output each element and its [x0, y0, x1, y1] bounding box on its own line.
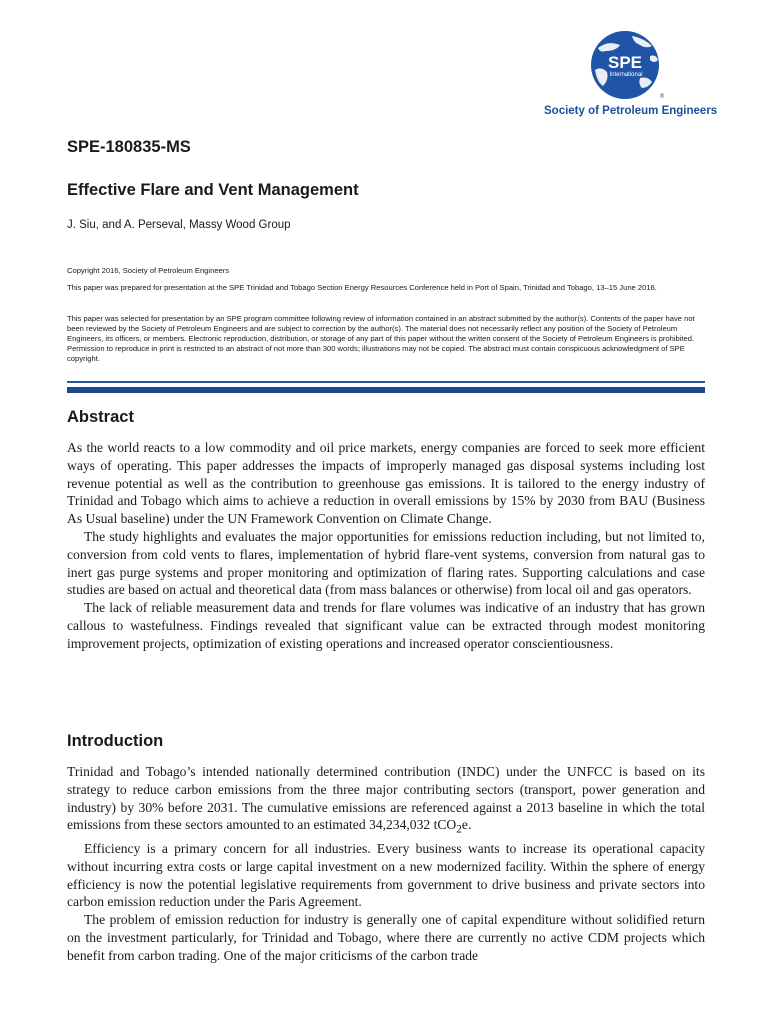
spe-logo: [544, 30, 718, 122]
subscript: 2: [456, 824, 462, 837]
logo-subtext: International: [609, 72, 643, 78]
introduction-paragraph: [67, 763, 705, 840]
abstract-body: [67, 439, 705, 653]
abstract-paragraph: The study highlights and evaluates the major opportunities for emissions reduction including, but not limited to, conversion from cold vents to flares, implementation of hybrid flare-vent systems, conversion from natural gas to inert gas purge systems and proper monitoring and optimization of flaring rates. Supporting calculations and case studies are based on actual and theoretical data (from mass balances or otherwise) from local oil and gas operators.: [67, 528, 705, 598]
intro-text-end: e.: [461, 817, 472, 833]
society-name: Society of Petroleum Engineers: [544, 105, 718, 117]
registered-mark: ®: [659, 94, 665, 100]
authors: J. Siu, and A. Perseval, Massy Wood Group: [67, 219, 291, 231]
introduction-body: [67, 763, 705, 964]
paper-id: SPE-180835-MS: [67, 138, 191, 156]
logo-wordmark: SPE: [607, 53, 643, 72]
abstract-heading: Abstract: [67, 408, 134, 426]
intro-text: Trinidad and Tobago’s intended nationally determined contribution (INDC) under the UNFCC is based on its strategy to reduce carbon emissions from the three major contributing sectors (transport, power generation and industry) by 30% before 2031. The cumulative emissions are referenced against a 2013 baseline in which the total emissions from these sectors amounted to an estimated 34,234,032 tCO: [67, 764, 705, 833]
introduction-paragraph: Efficiency is a primary concern for all industries. Every business wants to increase its operational capacity without incurring extra costs or large capital investment on a new modernized facility. Within the sphere of energy efficiency is now the potential legislative requirements from government to drive business and private sectors into carbon emission reduction under the Paris Agreement.: [67, 840, 705, 910]
globe-icon: [562, 30, 689, 102]
divider-thick: [67, 387, 705, 393]
copyright-line: Copyright 2016, Society of Petroleum Engineers: [67, 266, 230, 275]
abstract-paragraph: As the world reacts to a low commodity and oil price markets, energy companies are forced to seek more efficient ways of operating. This paper addresses the impacts of improperly managed gas disposal systems including lost revenue potential as well as the contribution to greenhouse gas emissions. It is tailored to the energy industry of Trinidad and Tobago which aims to achieve a reduction in overall emissions by 15% by 2030 from BAU (Business As Usual baseline) under the UN Framework Convention on Climate Change.: [67, 440, 705, 527]
paper-title: Effective Flare and Vent Management: [67, 181, 359, 199]
copyright-notice: This paper was selected for presentation by an SPE program committee following review of information contained in an abstract submitted by the author(s). Contents of the paper have not been reviewed by the Society of Petroleum Engineers and are subject to correction by the author(s). The material does not necessarily reflect any position of the Society of Petroleum Engineers, its officers, or members. Electronic reproduction, distribution, or storage of any part of this paper without the written consent of the Society of Petroleum Engineers is prohibited. Permission to reproduce in print is restricted to an abstract of not more than 300 words; illustrations may not be copied. The abstract must contain conspicuous acknowledgment of SPE copyright.: [67, 314, 695, 363]
introduction-heading: Introduction: [67, 732, 164, 750]
presentation-note: This paper was prepared for presentation at the SPE Trinidad and Tobago Section Energy Resources Conference held in Port of Spain, Trinidad and Tobago, 13–15 June 2016.: [67, 283, 657, 292]
abstract-paragraph: The lack of reliable measurement data and trends for flare volumes was indicative of an industry that has grown callous to wastefulness. Findings revealed that significant value can be extracted through modest monitoring improvement projects, optimization of existing operations and increased operator conscientiousness.: [67, 600, 705, 651]
introduction-paragraph: The problem of emission reduction for industry is generally one of capital expenditure without solidified return on the investment particularly, for Trinidad and Tobago, where there are currently no active CDM projects which benefit from carbon trading. One of the major criticisms of the carbon trade: [67, 912, 705, 963]
divider-thin: [67, 381, 705, 383]
